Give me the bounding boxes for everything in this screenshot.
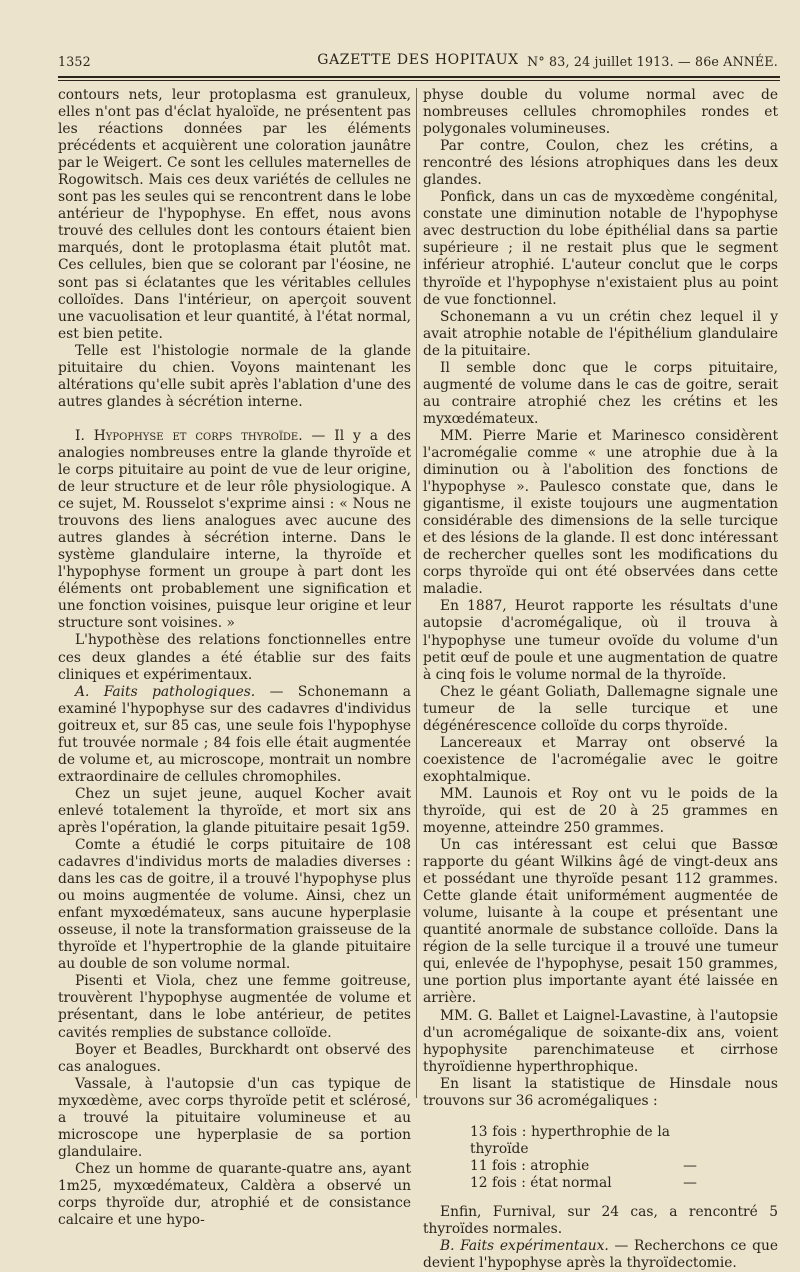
paragraph: Vassale, à l'autopsie d'un cas typique de myxœdème, avec corps thyroïde petit et sclérosé, a trouvé la pituitaire volumineuse et au microscope une hyperplasie de sa portion glandulaire. <box>58 1075 411 1160</box>
paragraph: Boyer et Beadles, Burckhardt ont observé des cas analogues. <box>58 1041 411 1075</box>
header-rule <box>58 76 780 78</box>
statistics-row <box>470 1175 778 1192</box>
section-heading: I. Hypophyse et corps thyroïde. <box>75 427 303 444</box>
paragraph: En lisant la statistique de Hinsdale nous trouvons sur 36 acromégaliques : <box>423 1075 778 1109</box>
paragraph: Pisenti et Viola, chez une femme goitreuse, trouvèrent l'hypophyse augmentée de volume et présentant, dans le lobe antérieur, de petites cavités remplies de substance colloïde. <box>58 973 411 1041</box>
subsection-heading: B. Faits expérimentaux. <box>440 1238 609 1255</box>
paragraph: Chez un sujet jeune, auquel Kocher avait enlevé totalement la thyroïde, et mort six ans après l'opération, la glande pituitaire pesait 1g59. <box>58 785 411 836</box>
paragraph: physe double du volume normal avec de nombreuses cellules chromophiles rondes et polygonales volumineuses. <box>423 87 778 138</box>
paragraph: Lancereaux et Marray ont observé la coexistence de l'acromégalie avec le goitre exophtalmique. <box>423 734 778 785</box>
paragraph: Telle est l'histologie normale de la glande pituitaire du chien. Voyons maintenant les altérations qu'elle subit après l'ablation d'une des autres glandes à sécrétion interne. <box>58 342 411 410</box>
statistics-row <box>470 1158 778 1175</box>
issue-info: N° 83, 24 juillet 1913. — 86e ANNÉE. <box>527 54 778 69</box>
running-header <box>58 52 778 74</box>
paragraph: Ponfick, dans un cas de myxœdème congénital, constate une diminution notable de l'hypophyse avec destruction du lobe épithélial dans sa partie supérieure ; il ne restait plus que le segment inférieur atrophié. L'auteur conclut que le corps thyroïde et l'hypophyse n'existaient plus au point de vue fonctionnel. <box>423 189 778 308</box>
statistics-mark: — <box>683 1157 697 1174</box>
section-paragraph: I. Hypophyse et corps thyroïde. — Il y a des analogies nombreuses entre la glande thyroïde et le corps pituitaire au point de vue de leur origine, de leur structure et de leur rôle physiologique. A ce sujet, M. Rousselot s'exprime ainsi : « Nous ne trouvons des liens analogues avec aucune des autres glandes à sécrétion interne. Dans le système glandulaire interne, la thyroïde et l'hypophyse forment un groupe à part dont les éléments ont probablement une signification et une fonction voisines, puisque leur origine et leur structure sont voisines. » <box>58 427 411 632</box>
paragraph: contours nets, leur protoplasma est granuleux, elles n'ont pas d'éclat hyaloïde, ne présentent pas les réactions données par les éléments précédents et acquièrent une coloration jaunâtre par le Weigert. Ce sont les cellules maternelles de Rogowitsch. Mais ces deux variétés de cellules ne sont pas les seules qui se rencontrent dans le lobe antérieur de l'hypophyse. En effet, nous avons trouvé des cellules dont les contours étaient bien marqués, dont le protoplasma était plutôt mat. Ces cellules, bien que se colorant par l'éosine, ne sont pas si éclatantes que les véritables cellules colloïdes. Dans l'intérieur, on aperçoit souvent une vacuolisation et leur quantité, à l'état normal, est bien petite. <box>58 87 411 342</box>
statistics-list <box>470 1124 778 1192</box>
paragraph: MM. Pierre Marie et Marinesco considèrent l'acromégalie comme « une atrophie due à la diminution ou à l'abolition des fonctions de l'hypophyse ». Paulesco constate que, dans le gigantisme, il existe toujours une augmentation considérable des dimensions de la selle turcique et des lésions de la glande. Il est donc intéressant de rechercher quelles sont les modifications du corps thyroïde qui ont été observées dans cette maladie. <box>423 427 778 598</box>
paragraph: Enfin, Furnival, sur 24 cas, a rencontré 5 thyroïdes normales. <box>423 1204 778 1238</box>
statistics-label: 12 fois : état normal <box>470 1174 612 1191</box>
left-column <box>58 87 411 1229</box>
page-number: 1352 <box>58 54 91 69</box>
column-divider <box>416 88 417 1098</box>
statistics-mark: — <box>683 1174 697 1191</box>
subsection-paragraph: A. Faits pathologiques. — Schonemann a examiné l'hypophyse sur des cadavres d'individus goitreux et, sur 85 cas, une seule fois l'hypophyse fut trouvée normale ; 84 fois elle était augmentée de volume et, au microscope, montrait un nombre extraordinaire de cellules chromophiles. <box>58 683 411 785</box>
statistics-mark <box>670 1124 710 1158</box>
statistics-row <box>470 1124 778 1158</box>
statistics-label: 11 fois : atrophie <box>470 1157 590 1174</box>
journal-title: GAZETTE DES HOPITAUX <box>317 52 519 68</box>
subsection-paragraph: B. Faits expérimentaux. — Recherchons ce que devient l'hypophyse après la thyroïdectomie. <box>423 1238 778 1272</box>
paragraph: Chez le géant Goliath, Dallemagne signale une tumeur de la selle turcique et une dégénérescence colloïde du corps thyroïde. <box>423 683 778 734</box>
subsection-heading: A. Faits pathologiques. <box>75 683 256 700</box>
paragraph: L'hypothèse des relations fonctionnelles entre ces deux glandes a été établie sur des faits cliniques et expérimentaux. <box>58 632 411 683</box>
paragraph: Comte a étudié le corps pituitaire de 108 cadavres d'individus morts de maladies diverses : dans les cas de goitre, il a trouvé l'hypophyse plus ou moins augmentée de volume. Ainsi, chez un enfant myxœdémateux, sans aucune hyperplasie osseuse, il note la transformation graisseuse de la thyroïde et l'hypertrophie de la glande pituitaire au double de son volume normal. <box>58 837 411 973</box>
statistics-label: 13 fois : hyperthrophie de la thyroïde <box>470 1123 670 1157</box>
paragraph: En 1887, Heurot rapporte les résultats d'une autopsie d'acromégalique, où il trouva à l'hypophyse une tumeur ovoïde du volume d'un petit œuf de poule et une augmentation de quatre à cinq fois le volume normal de la thyroïde. <box>423 598 778 683</box>
paragraph: MM. Launois et Roy ont vu le poids de la thyroïde, qui est de 20 à 25 grammes en moyenne, atteindre 250 grammes. <box>423 785 778 837</box>
paragraph: MM. G. Ballet et Laignel-Lavastine, à l'autopsie d'un acromégalique de soixante-dix ans, voient hypophysite parenchimateuse et cirrhose thyroïdienne hyperthrophique. <box>423 1007 778 1075</box>
paragraph: Un cas intéressant est celui que Bassœ rapporte du géant Wilkins âgé de vingt-deux ans et possédant une thyroïde pesant 112 grammes. Cette glande était uniformément augmentée de volume, luisante à la coupe et présentant une quantité anormale de substance colloïde. Dans la région de la selle turcique il a trouvé une tumeur qui, enlevée de l'hypophyse, pesait 150 grammes, une portion plus importante ayant été laissée en arrière. <box>423 837 778 1007</box>
paragraph: Il semble donc que le corps pituitaire, augmenté de volume dans le cas de goitre, serait au contraire atrophié chez les crétins et les myxœdémateux. <box>423 359 778 427</box>
header-rule-thin <box>58 80 780 81</box>
right-column <box>423 87 778 1272</box>
paragraph: Schonemann a vu un crétin chez lequel il y avait atrophie notable de l'épithélium glandulaire de la pituitaire. <box>423 308 778 359</box>
paragraph: Chez un homme de quarante-quatre ans, ayant 1m25, myxœdémateux, Caldèra a observé un corps thyroïde dur, atrophié et de consistance calcaire et une hypo- <box>58 1160 411 1229</box>
paragraph: Par contre, Coulon, chez les crétins, a rencontré des lésions atrophiques dans les deux glandes. <box>423 138 778 189</box>
